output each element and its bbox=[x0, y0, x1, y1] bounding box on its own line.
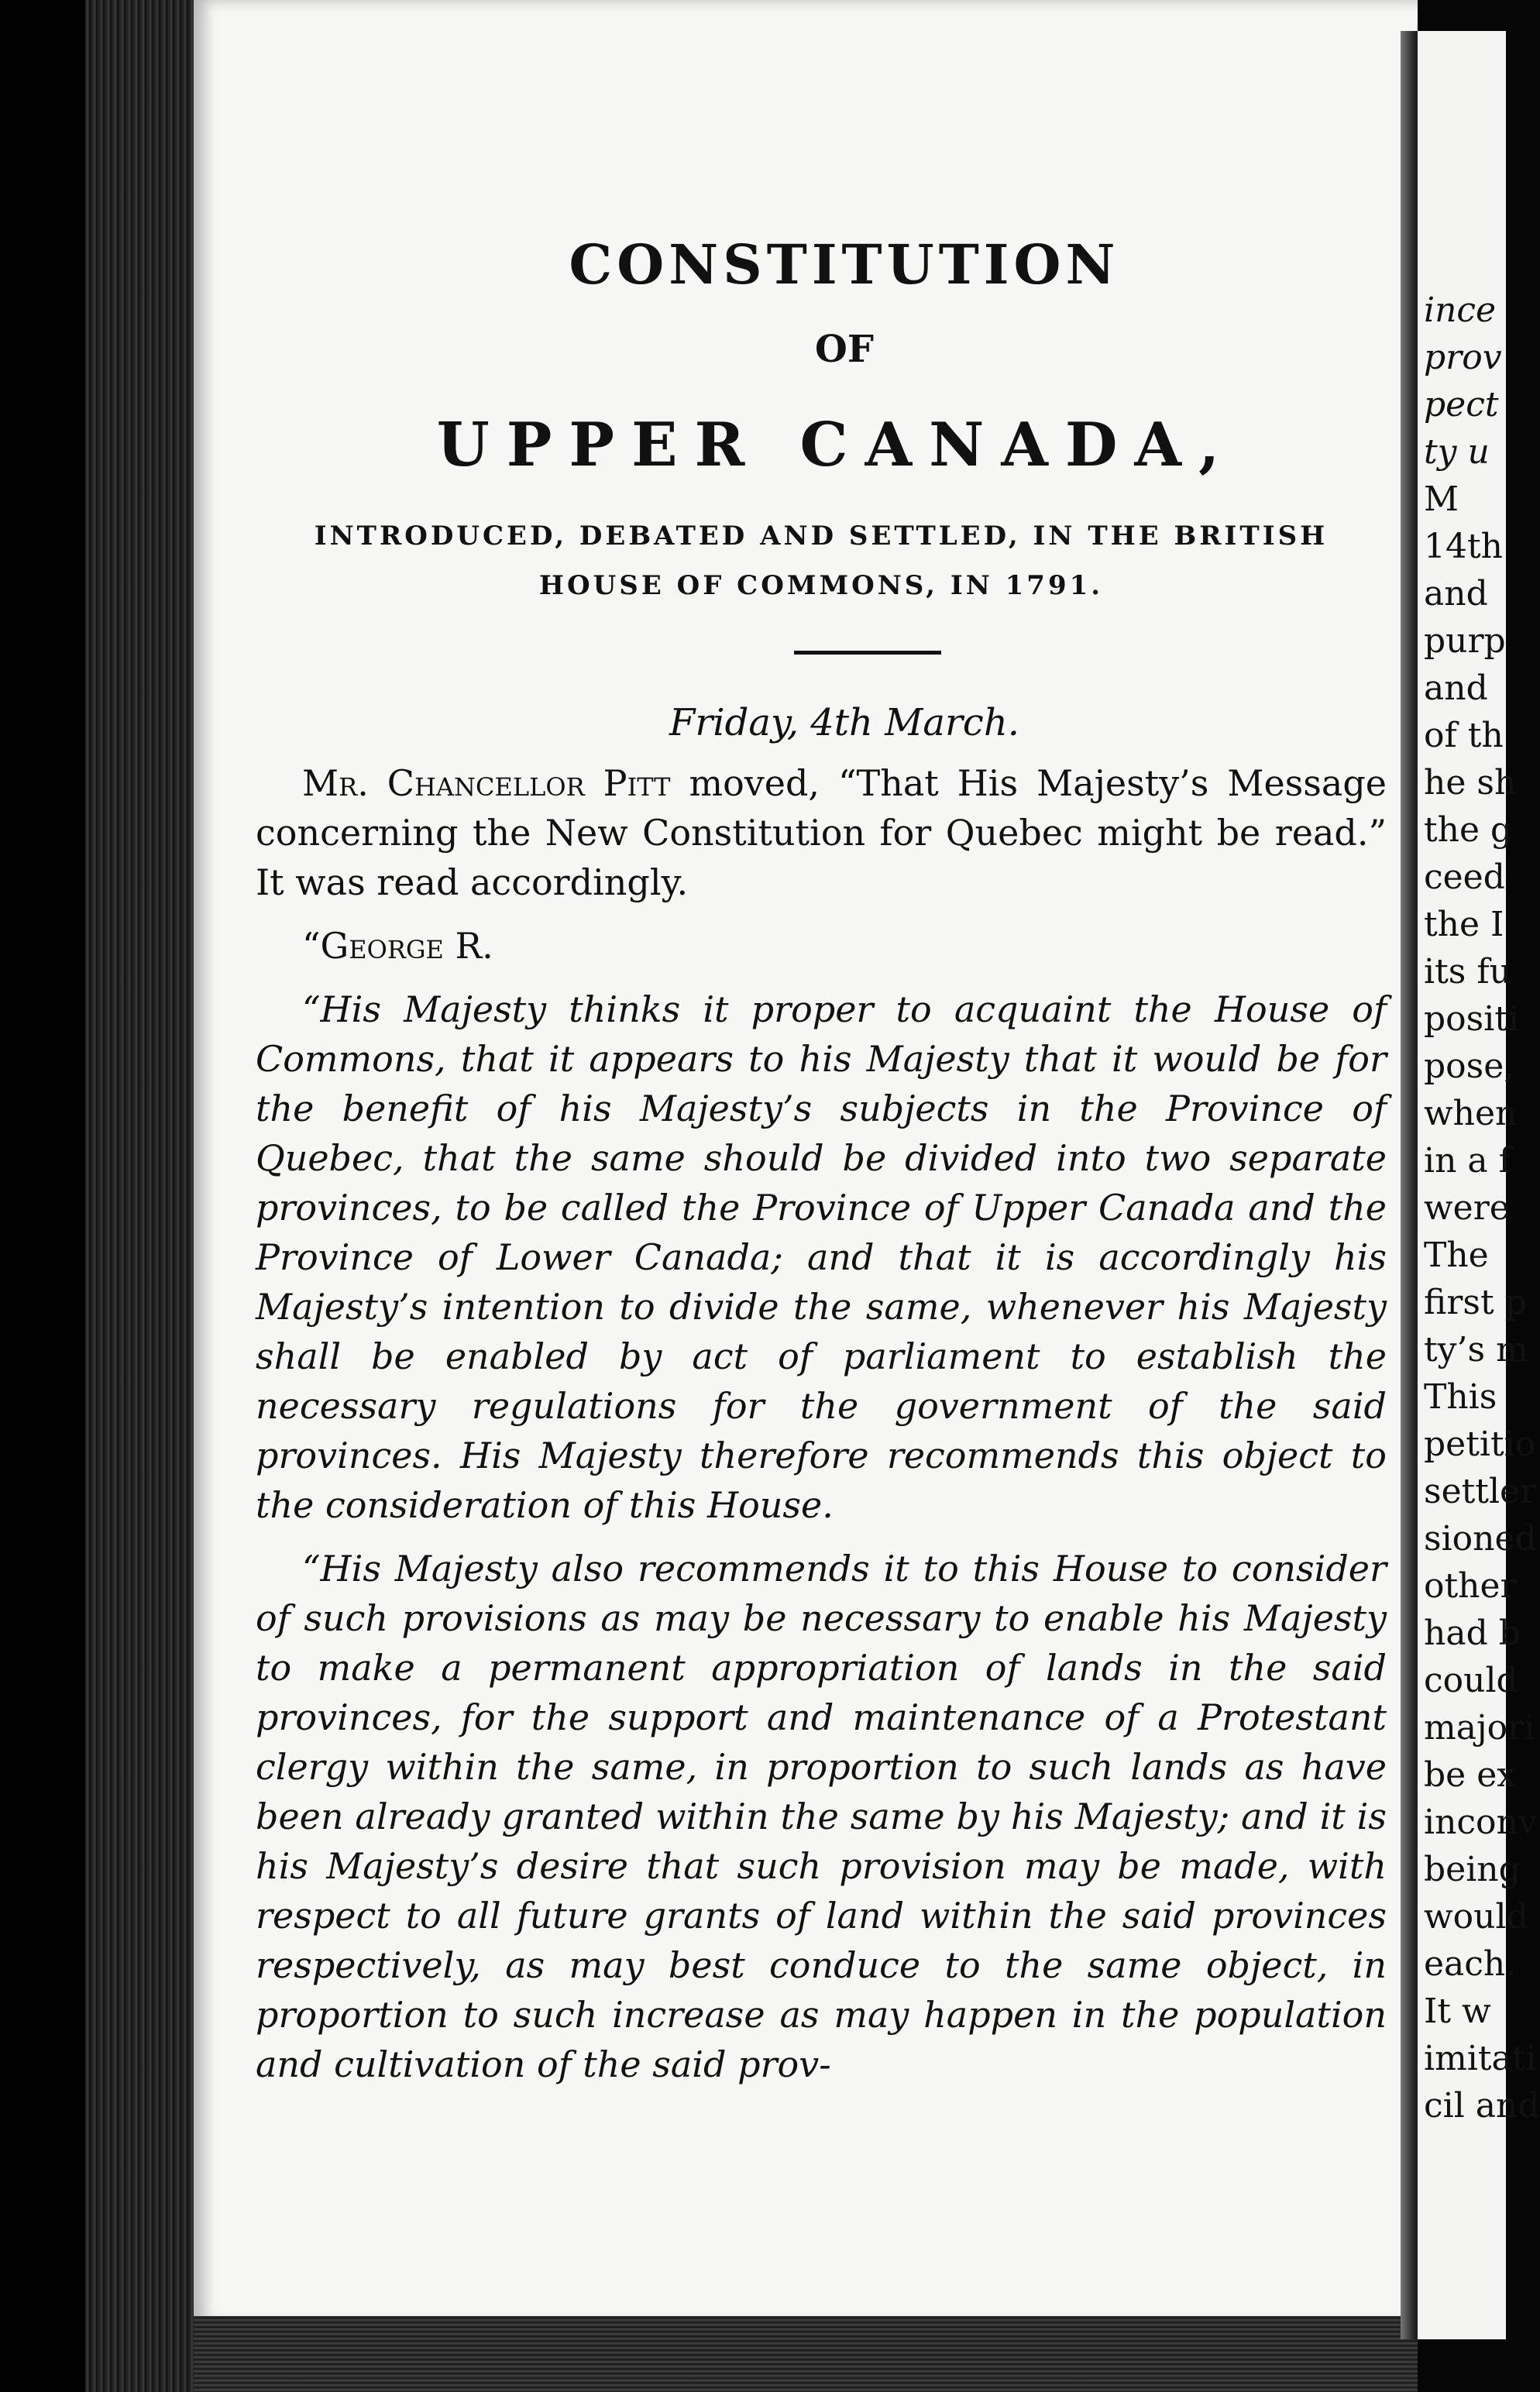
next-page-line: being bbox=[1424, 1850, 1521, 1889]
message-paragraph: “His Majesty thinks it proper to acquaint the House of Commons, that it appears to his Majesty that it would be for the benefit of his Majesty’s subjects in the Province of Quebec, that the same should be divided into two separate provinces, to be called the Province of Upper Canada and the Province of Lower Canada; and that it is accordingly his Majesty’s intention to divide the same, whenever his Majesty shall be enabled by act of parliament to establish the necessary regulations for the government of the said provinces. His Majesty therefore recommends this object to the consideration of this House. bbox=[256, 988, 1387, 1526]
next-page-line: would bbox=[1424, 1897, 1528, 1937]
next-page-line: had b bbox=[1424, 1614, 1521, 1653]
next-page bbox=[1418, 31, 1540, 2339]
next-page-line: settler bbox=[1424, 1472, 1537, 1511]
next-page-line: when bbox=[1424, 1094, 1518, 1133]
next-page-line: ince bbox=[1424, 290, 1497, 330]
page-subtitle: UPPER CANADA, bbox=[436, 410, 1237, 480]
paragraph bbox=[256, 921, 1387, 971]
message-paragraph: “His Majesty also recommends it to this House to consider of such provisions as may be necessary to enable his Majesty to make a permanent appropriation of lands in the said provinces, for the support and maintenance of a Protestant clergy within the same, in proportion to such lands as have been already granted within the same by his Majesty; and it is his Majesty’s desire that such provision may be made, with respect to all future grants of land within the said provinces respectively, as may best conduce to the same object, in proportion to such increase as may happen in the population and cultivation of the said prov- bbox=[256, 1548, 1387, 2085]
intro-line: INTRODUCED, DEBATED AND SETTLED, IN THE BRITISH HOUSE OF COMMONS, IN 1791. bbox=[314, 521, 1329, 601]
next-page-line: pose, bbox=[1424, 1046, 1515, 1086]
next-page-line: cil and bbox=[1424, 2086, 1540, 2126]
next-page-line: prov bbox=[1424, 338, 1502, 377]
next-page-line: and bbox=[1424, 668, 1488, 708]
page-bottom-edge bbox=[194, 2316, 1418, 2392]
next-page-line: be ex bbox=[1424, 1755, 1517, 1795]
next-page-line: in a f bbox=[1424, 1141, 1511, 1181]
page-content bbox=[256, 232, 1387, 2089]
next-page-line: could bbox=[1424, 1661, 1518, 1700]
next-page-text bbox=[1424, 287, 1540, 2129]
next-page-line: ty’s m bbox=[1424, 1330, 1528, 1370]
title-of: OF bbox=[815, 328, 874, 371]
next-page-line: its fu bbox=[1424, 952, 1511, 992]
next-page-line: M bbox=[1424, 479, 1459, 519]
next-page-line: positi bbox=[1424, 999, 1520, 1039]
paragraph-text: moved, “That His Majesty’s Message concerning the New Constitution for Quebec might be read.” It was read accordingly. bbox=[256, 762, 1387, 903]
next-page-line: petitio bbox=[1424, 1425, 1536, 1464]
next-page-line: he sh bbox=[1424, 763, 1517, 802]
next-page-line: purp bbox=[1424, 621, 1506, 661]
next-page-line: This bbox=[1424, 1377, 1497, 1417]
next-page-line: and bbox=[1424, 574, 1488, 613]
next-page-line: inconv bbox=[1424, 1803, 1538, 1842]
next-page-line: other bbox=[1424, 1566, 1517, 1606]
speaker-name: Mr. Chancellor Pitt bbox=[302, 762, 671, 804]
next-page-line: imitati bbox=[1424, 2039, 1537, 2078]
left-margin bbox=[0, 0, 93, 2392]
divider bbox=[794, 651, 941, 655]
next-page-line: pect bbox=[1424, 385, 1499, 424]
next-page-line: majori bbox=[1424, 1708, 1535, 1748]
page-title: CONSTITUTION bbox=[569, 232, 1120, 297]
next-page-line: the g bbox=[1424, 810, 1513, 850]
next-page-line: ty u bbox=[1424, 432, 1490, 472]
next-page-line: each. bbox=[1424, 1944, 1517, 1984]
next-page-line: first p bbox=[1424, 1283, 1527, 1322]
next-page-line: ceed bbox=[1424, 857, 1505, 897]
next-page-line: the I bbox=[1424, 905, 1504, 944]
signature: “George R. bbox=[302, 925, 493, 967]
book-spine bbox=[85, 0, 201, 2392]
next-page-line: It w bbox=[1424, 1992, 1491, 2031]
next-page-line: sioned bbox=[1424, 1519, 1537, 1559]
next-page-line: of th bbox=[1424, 716, 1504, 755]
next-page-line: were bbox=[1424, 1188, 1510, 1228]
date-heading: Friday, 4th March. bbox=[669, 701, 1019, 744]
paragraph bbox=[256, 758, 1387, 907]
next-page-line: 14th bbox=[1424, 527, 1504, 566]
next-page-line: The bbox=[1424, 1236, 1489, 1275]
